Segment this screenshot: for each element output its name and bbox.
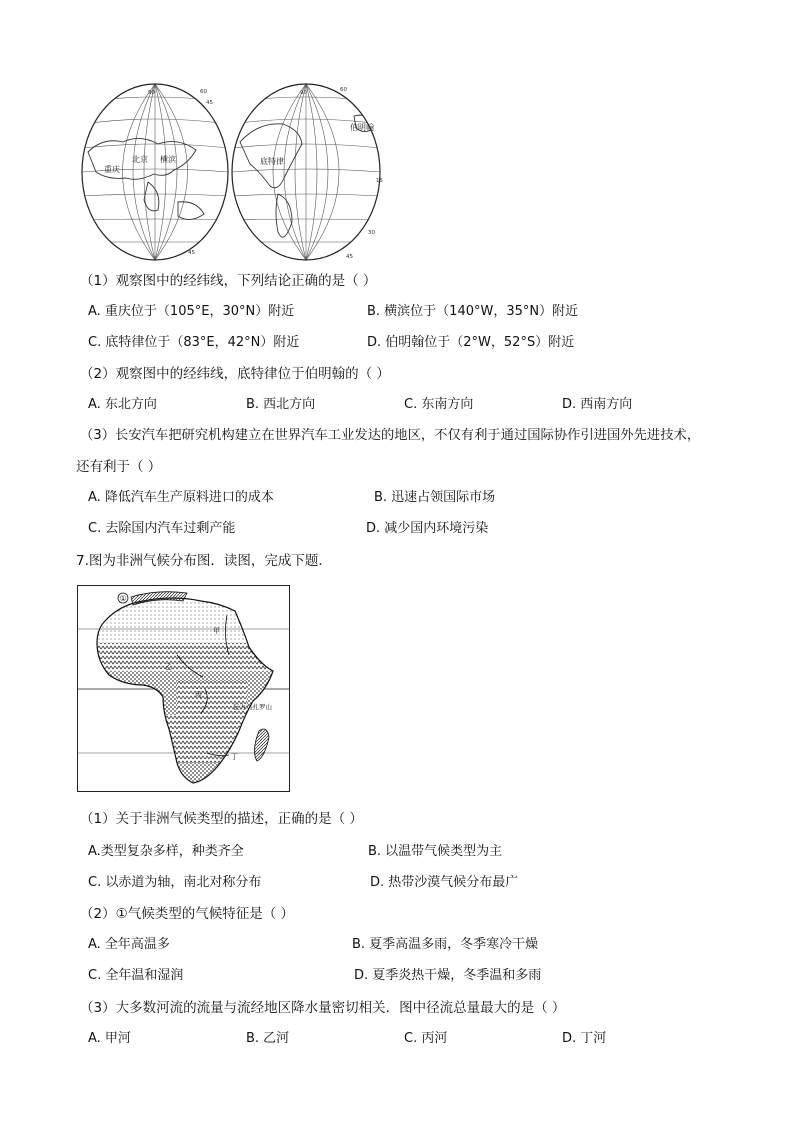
q7-sub3-option-a[interactable]: A. 甲河	[88, 1031, 131, 1046]
q6-sub1-stem: （1）观察图中的经纬线，下列结论正确的是（ ）	[80, 273, 377, 289]
river-yi-label: 乙	[165, 663, 172, 671]
yokohama-label: 横滨	[160, 155, 176, 164]
q6-sub3-option-a[interactable]: A. 降低汽车生产原料进口的成本	[88, 490, 274, 505]
right-globe	[232, 84, 383, 260]
river-jia-label: 甲	[213, 627, 220, 635]
left-globe-label-45-bottom: 45	[188, 250, 195, 256]
river-bing-label: 丙	[195, 691, 202, 699]
q6-sub2-option-b[interactable]: B. 西北方向	[246, 397, 316, 412]
q6-sub1-option-b[interactable]: B. 横滨位于（140°W，35°N）附近	[367, 304, 579, 319]
birmingham-label: 伯明翰	[350, 123, 374, 132]
q6-sub2-option-c[interactable]: C. 东南方向	[404, 397, 474, 412]
q6-sub3-stem-line1: （3）长安汽车把研究机构建立在世界汽车工业发达的地区，不仅有利于通过国际协作引进国外先进技术，	[80, 428, 701, 443]
q7-sub2-option-d[interactable]: D. 夏季炎热干燥，冬季温和多雨	[354, 968, 542, 983]
q7-sub3-option-b[interactable]: B. 乙河	[246, 1031, 290, 1046]
left-globe-label-90: 90	[148, 90, 155, 96]
q7-sub1-option-d[interactable]: D. 热带沙漠气候分布最广	[370, 875, 519, 890]
q6-sub3-option-b[interactable]: B. 迅速占领国际市场	[374, 490, 496, 505]
q7-sub2-option-b[interactable]: B. 夏季高温多雨，冬季寒冷干燥	[352, 937, 539, 952]
q7-sub2-stem: （2）①气候类型的气候特征是（ ）	[80, 906, 294, 922]
beijing-label: 北京	[132, 155, 148, 164]
q6-sub2-option-d[interactable]: D. 西南方向	[562, 397, 633, 412]
right-globe-label-60: 60	[340, 87, 347, 93]
q7-sub2-option-a[interactable]: A. 全年高温多	[88, 937, 170, 952]
q6-sub1-option-d[interactable]: D. 伯明翰位于（2°W，52°S）附近	[367, 335, 575, 350]
chongqing-label: 重庆	[104, 165, 120, 174]
right-globe-label-90: 90	[300, 90, 307, 96]
globe-figure	[78, 82, 388, 262]
q7-sub1-option-b[interactable]: B. 以温带气候类型为主	[368, 844, 503, 859]
left-globe	[82, 84, 228, 260]
q7-sub1-option-c[interactable]: C. 以赤道为轴，南北对称分布	[88, 875, 262, 890]
kilimanjaro-label: 乞力马扎罗山	[233, 703, 272, 711]
q7-sub2-option-c[interactable]: C. 全年温和湿润	[88, 968, 184, 983]
detroit-label: 底特律	[260, 157, 284, 166]
q7-sub3-option-d[interactable]: D. 丁河	[562, 1031, 607, 1046]
q7-intro: 7.图为非洲气候分布图．读图，完成下题．	[76, 553, 332, 569]
africa-climate-map	[77, 585, 290, 792]
right-globe-label-45: 45	[346, 254, 353, 260]
q6-sub2-stem: （2）观察图中的经纬线，底特律位于伯明翰的（ ）	[80, 366, 390, 382]
q6-sub1-option-c[interactable]: C. 底特律位于（83°E，42°N）附近	[88, 335, 300, 350]
left-globe-label-60: 60	[200, 89, 207, 95]
q7-sub1-option-a[interactable]: A.类型复杂多样，种类齐全	[88, 844, 244, 859]
q6-sub2-option-a[interactable]: A. 东北方向	[88, 397, 157, 412]
river-ding-label: 丁	[231, 753, 238, 761]
left-globe-label-45: 45	[206, 100, 213, 106]
climate-zone-1-label: ①	[119, 594, 127, 603]
q6-sub3-option-d[interactable]: D. 减少国内环境污染	[366, 521, 489, 536]
q7-sub1-stem: （1）关于非洲气候类型的描述，正确的是（ ）	[80, 811, 363, 827]
q6-sub3-stem-line2: 还有利于（ ）	[76, 459, 162, 475]
right-globe-label-30: 30	[368, 230, 375, 236]
q7-sub3-stem: （3）大多数河流的流量与流经地区降水量密切相关．图中径流总量最大的是（ ）	[80, 1000, 566, 1016]
q7-sub3-option-c[interactable]: C. 丙河	[404, 1031, 448, 1046]
q6-sub1-option-a[interactable]: A. 重庆位于（105°E，30°N）附近	[88, 304, 295, 319]
right-globe-label-15: 15	[376, 178, 383, 184]
q6-sub3-option-c[interactable]: C. 去除国内汽车过剩产能	[88, 521, 236, 536]
